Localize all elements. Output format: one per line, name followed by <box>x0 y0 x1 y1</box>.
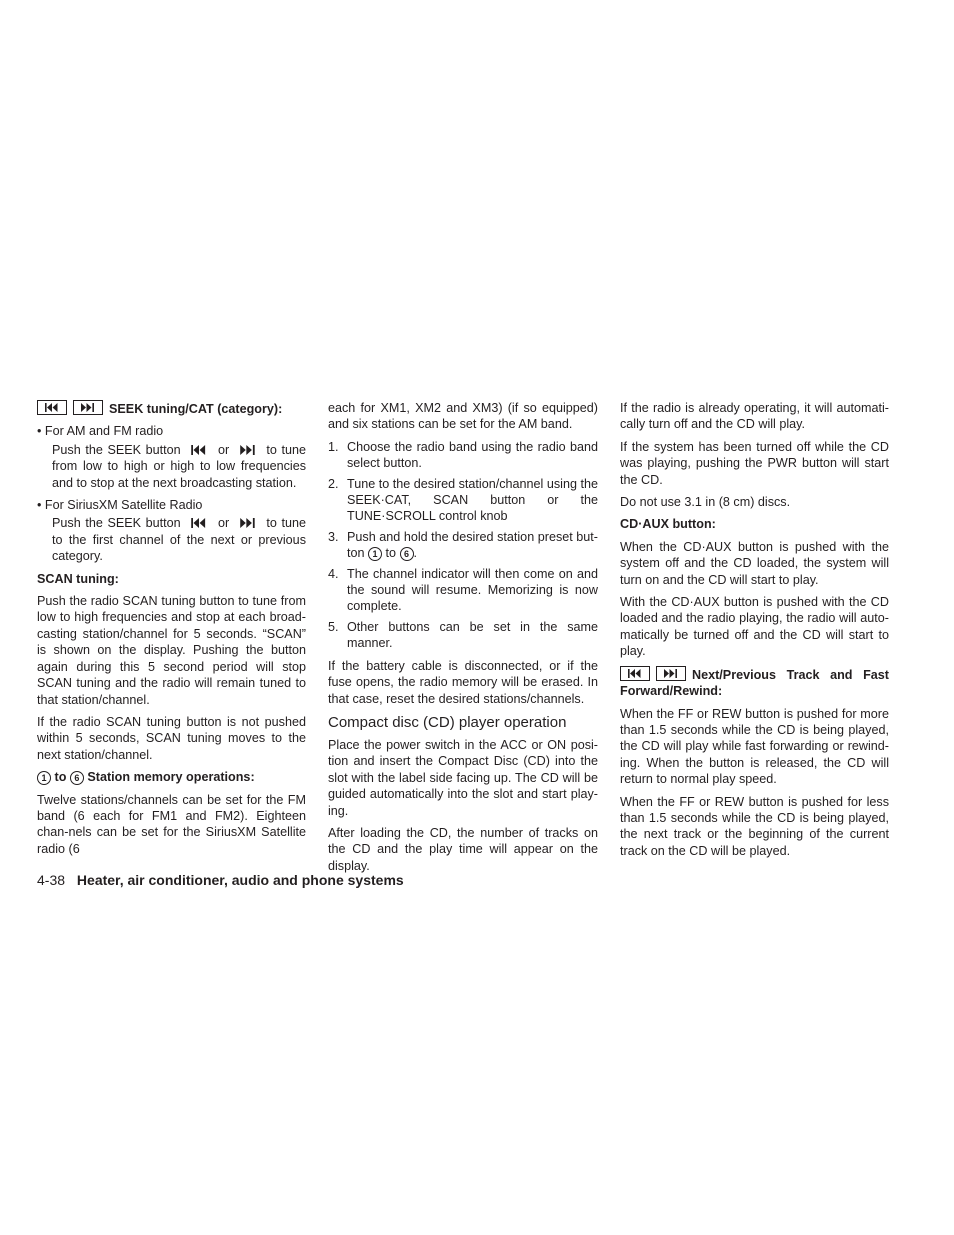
previous-track-icon <box>191 518 207 528</box>
memory-paragraph: Twelve stations/channels can be set for the FM band (6 each for FM1 and FM2). Eighteen chan-nels can be set for the SiriusXM Satellite radio (6 <box>37 792 306 856</box>
bullet-sirius: • For SiriusXM Satellite Radio <box>37 498 203 513</box>
list-item: 2. Tune to the desired station/channel using the SEEK·CAT, SCAN button or the TUNE·SCROLL control knob <box>328 476 598 524</box>
cd-paragraph-4: If the system has been turned off while the CD was playing, pushing the PWR button will start the CD. <box>620 439 889 487</box>
page-number: 4-38 <box>37 872 66 888</box>
next-track-icon <box>240 518 256 528</box>
column-2 <box>328 400 598 880</box>
next-track-icon <box>73 400 103 415</box>
column-3 <box>620 400 889 865</box>
column-1 <box>37 400 306 863</box>
scan-paragraph-2: If the radio SCAN tuning button is not pushed within 5 seconds, SCAN tuning moves to the next station/channel. <box>37 714 306 762</box>
cd-paragraph-5: Do not use 3.1 in (8 cm) discs. <box>620 495 791 510</box>
track-paragraph-1: When the FF or REW button is pushed for more than 1.5 seconds while the CD is being played, the CD will play while fast forwarding or rewind-ing. When the button is released, the CD will return to normal play speed. <box>620 706 889 787</box>
preset-1-icon: 1 <box>37 771 51 785</box>
list-item: 1. Choose the radio band using the radio band select button. <box>328 439 598 471</box>
chapter-title: Heater, air conditioner, audio and phone systems <box>76 872 404 888</box>
preset-6-icon: 6 <box>400 547 414 561</box>
cd-paragraph-3: If the radio is already operating, it will automati-cally turn off and the CD will play. <box>620 401 889 432</box>
track-paragraph-2: When the FF or REW button is pushed for less than 1.5 seconds while the CD is being played, the next track or the beginning of the current track on the CD will be played. <box>620 794 889 858</box>
memory-continued-paragraph: each for XM1, XM2 and XM3) (if so equipped) and six stations can be set for the AM band. <box>328 401 598 432</box>
preset-6-icon: 6 <box>70 771 84 785</box>
sirius-text: Push the SEEK button or to tune to the first channel of the next or previous category. <box>52 516 307 564</box>
cd-section-heading: Compact disc (CD) player operation <box>328 713 567 731</box>
cd-paragraph-1: Place the power switch in the ACC or ON posi-tion and insert the Compact Disc (CD) into the slot with the label side facing up. The CD will be guided automatically into the slot and start play-ing. <box>328 737 598 818</box>
page-footer <box>37 871 404 889</box>
aux-paragraph-1: When the CD·AUX button is pushed with the system off and the CD loaded, the system will turn on and the CD will start to play. <box>620 539 889 587</box>
aux-paragraph-2: With the CD·AUX button is pushed with the CD loaded and the radio playing, the radio will auto-matically be turned off and the CD will start to play. <box>620 595 889 659</box>
aux-heading: CD·AUX button: <box>620 517 716 532</box>
cd-paragraph-2: After loading the CD, the number of tracks on the CD and the play time will appear on the display. <box>328 825 598 873</box>
list-item: 5. Other buttons can be set in the same manner. <box>328 619 598 651</box>
track-heading: Next/Previous Track and Fast Forward/Rewind: <box>620 667 889 699</box>
memory-heading: 1 to 6 Station memory operations: <box>37 769 306 785</box>
scan-heading: SCAN tuning: <box>37 571 119 586</box>
list-item: 4. The channel indicator will then come on and the sound will resume. Memorizing is now complete. <box>328 566 598 614</box>
seek-heading <box>37 400 306 417</box>
scan-paragraph-1: Push the radio SCAN tuning button to tune from low to high frequencies and stop at each broad-casting station/channel for 5 seconds. “SCAN” is shown on the display. Pushing the button again during this 5 second period will stop SCAN tuning and the radio will remain tuned to that station/channel. <box>37 594 306 707</box>
preset-1-icon: 1 <box>368 547 382 561</box>
am-fm-text: Push the SEEK button or to tune from low to high or high to low frequencies and to stop at the next broadcasting station. <box>52 442 307 490</box>
next-track-icon <box>240 445 256 455</box>
previous-track-icon <box>37 400 67 415</box>
seek-heading-text: SEEK tuning/CAT (category): <box>109 402 283 416</box>
list-item: 3. Push and hold the desired station preset but-ton 1 to 6 . <box>328 529 598 561</box>
previous-track-icon <box>191 445 207 455</box>
previous-track-icon <box>620 666 650 681</box>
next-track-icon <box>656 666 686 681</box>
memory-steps-list <box>328 439 598 652</box>
battery-paragraph: If the battery cable is disconnected, or if the fuse opens, the radio memory will be erased. In that case, reset the desired stations/channels. <box>328 658 598 706</box>
bullet-am-fm: • For AM and FM radio <box>37 424 164 439</box>
